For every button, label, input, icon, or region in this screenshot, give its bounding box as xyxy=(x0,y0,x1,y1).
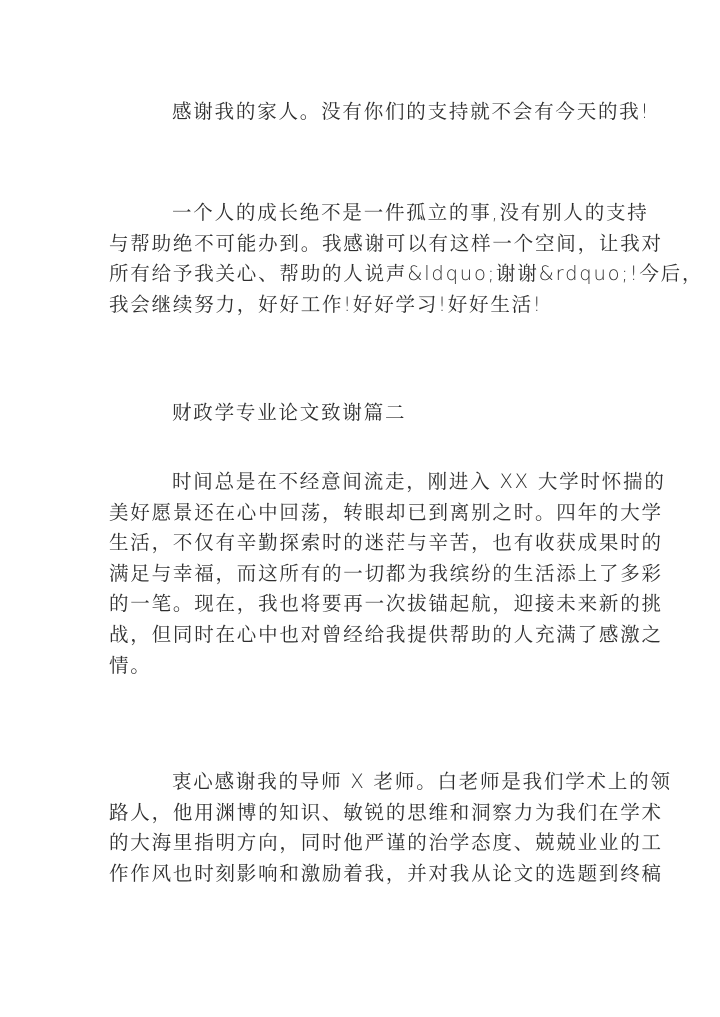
text-line: 满足与幸福，而这所有的一切都为我缤纷的生活添上了多彩 xyxy=(109,561,663,585)
text-line: 时间总是在不经意间流走，刚进入 XX 大学时怀揣的 xyxy=(172,470,666,493)
text-line: 感谢我的家人。没有你们的支持就不会有今天的我! xyxy=(172,100,651,123)
heading-text: 财政学专业论文致谢篇二 xyxy=(172,401,407,424)
text-line: 的大海里指明方向，同时他严谨的治学态度、兢兢业业的工 xyxy=(109,831,663,855)
text-line: 所有给予我关心、帮助的人说声&ldquo;谢谢&rdquo;!今后， xyxy=(109,262,704,286)
paragraph-time-flies xyxy=(109,467,666,681)
text-line: 一个人的成长绝不是一件孤立的事,没有别人的支持 xyxy=(172,201,649,224)
paragraph-thanks-advisor xyxy=(109,767,672,889)
text-line: 路人，他用渊博的知识、敏锐的思维和洞察力为我们在学术 xyxy=(109,800,663,824)
paragraph-thanks-family xyxy=(109,97,651,128)
text-line: 的一笔。现在，我也将要再一次拔锚起航，迎接未来新的挑 xyxy=(109,592,663,616)
section-title xyxy=(109,398,625,429)
text-line: 生活，不仅有辛勤探索时的迷茫与辛苦，也有收获成果时的 xyxy=(109,531,663,555)
text-line: 与帮助绝不可能办到。我感谢可以有这样一个空间，让我对 xyxy=(109,231,663,255)
text-line: 美好愿景还在心中回荡，转眼却已到离别之时。四年的大学 xyxy=(109,500,663,524)
text-line: 衷心感谢我的导师 X 老师。白老师是我们学术上的领 xyxy=(172,770,672,793)
text-line: 情。 xyxy=(109,653,152,677)
paragraph-growth xyxy=(109,198,704,320)
text-line: 我会继续努力，好好工作!好好学习!好好生活! xyxy=(109,292,543,316)
text-line: 作作风也时刻影响和激励着我，并对我从论文的选题到终稿 xyxy=(109,861,663,885)
text-line: 战，但同时在心中也对曾经给我提供帮助的人充满了感激之 xyxy=(109,622,663,646)
